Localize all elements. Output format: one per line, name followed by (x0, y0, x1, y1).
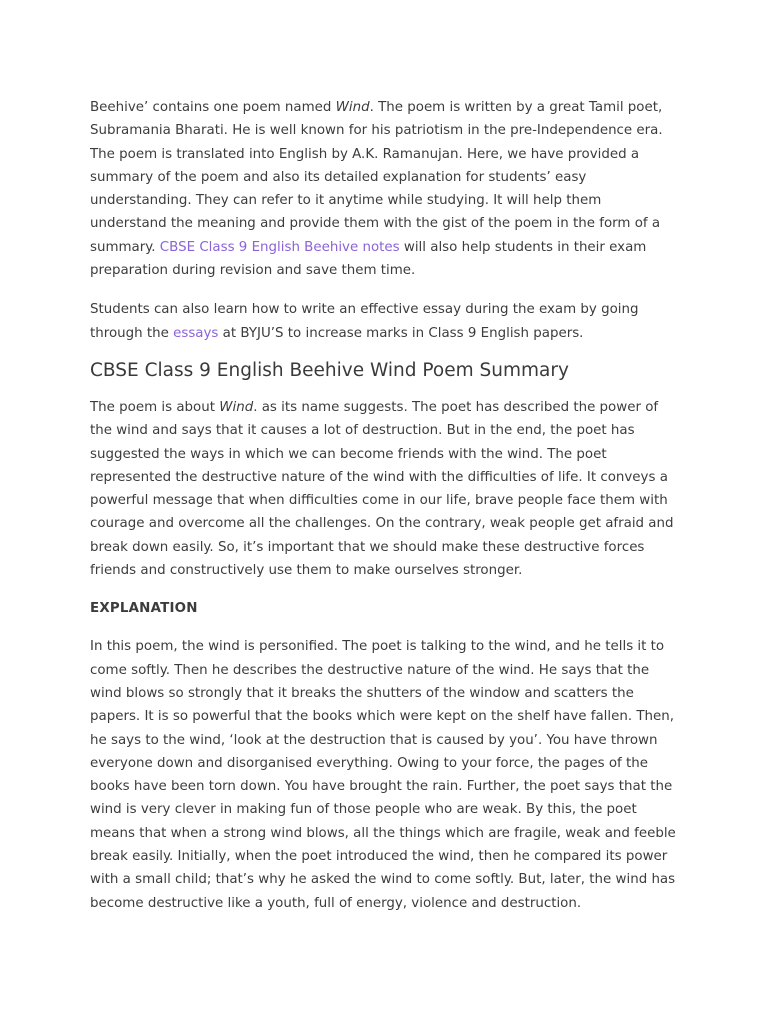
explanation-paragraph: In this poem, the wind is personified. The poet is talking to the wind, and he tells it to come softly. Then he describes the destructive nature of the wind. He says that the wind blows so strongly that it breaks the shutters of the window and scatters the papers. It is so powerful that the books which were kept on the shelf have fallen. Then, he says to the wind, ‘look at the destruction that is caused by you’. You have thrown everyone down and disorganised everything. Owing to your force, the pages of the books have been torn down. You have brought the rain. Further, the poet says that the wind is very clever in making fun of those people who are weak. By this, the poet means that when a strong wind blows, all the things which are fragile, weak and feeble break easily. Initially, when the poet introduced the wind, then he compared its power with a small child; that’s why he asked the wind to come softly. But, later, the wind has become destructive like a youth, full of energy, violence and destruction. (90, 639, 676, 911)
summary-heading: CBSE Class 9 English Beehive Wind Poem Summary (90, 359, 569, 381)
essay-text-1: Students can also learn how to write an effective essay during the exam by going through the (90, 302, 639, 341)
explanation-heading: EXPLANATION (90, 601, 198, 617)
document-body (90, 96, 680, 915)
intro-text-3: will also help students in their exam preparation during revision and save them time. (90, 239, 647, 279)
summary-text-1: The poem is about (90, 399, 220, 415)
essays-link[interactable]: essays (173, 325, 219, 341)
essay-text-2: at BYJU’S to increase marks in Class 9 English papers. (218, 325, 584, 341)
summary-text-2: . as its name suggests. The poet has described the power of the wind and says that it causes a lot of destruction. But in the end, the poet has suggested the ways in which we can become friends with the wind. The poet represented the destructive nature of the wind with the difficulties of life. It conveys a powerful message that when difficulties come in our life, brave people face them with courage and overcome all the challenges. On the contrary, weak people get afraid and break down easily. So, it’s important that we should make these destructive forces friends and constructively use them to make ourselves stronger. (90, 399, 674, 579)
beehive-notes-link[interactable]: CBSE Class 9 English Beehive notes (159, 239, 400, 255)
intro-paragraph (90, 96, 680, 282)
summary-wind-italic: Wind (219, 399, 254, 415)
intro-text-1: Beehive’ contains one poem named (90, 100, 336, 115)
summary-paragraph (90, 396, 680, 582)
poem-title-italic: Wind (335, 100, 370, 115)
intro-text-2: . The poem is written by a great Tamil poet, Subramania Bharati. He is well known for his patriotism in the pre-Independence era. The poem is translated into English by A.K. Ramanujan. Here, we have provided a summary of the poem and also its detailed explanation for students’ easy understanding. They can refer to it anytime while studying. It will help them understand the meaning and provide them with the gist of the poem in the form of a summary. (90, 100, 663, 255)
essay-paragraph (90, 298, 680, 345)
